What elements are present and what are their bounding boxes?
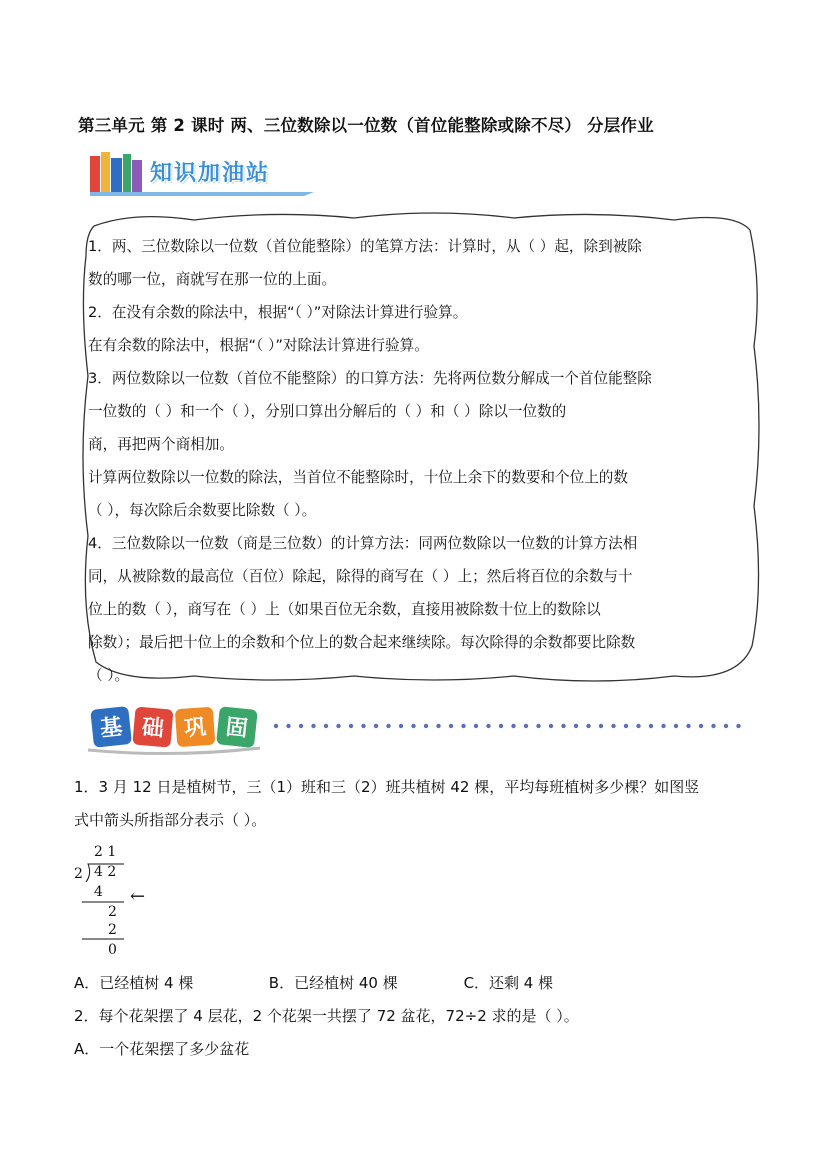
question-1-options — [74, 972, 553, 993]
knowledge-line: 商，再把两个商相加。 — [88, 436, 234, 453]
divider-dot — [486, 724, 490, 728]
divider-dot — [636, 724, 640, 728]
division-divisor: 2 — [74, 866, 83, 882]
question-2-text: 2．每个花架摆了 4 层花，2 个花架一共摆了 72 盆花，72÷2 求的是（ ）。 — [74, 1007, 579, 1025]
divider-dot — [711, 724, 715, 728]
option-c[interactable]: C．还剩 4 棵 — [463, 974, 554, 992]
divider-dot — [724, 724, 728, 728]
knowledge-line: 2．在没有余数的除法中，根据“（ ）”对除法计算进行验算。 — [88, 304, 468, 321]
divider-dot — [736, 724, 740, 728]
divider-dot — [274, 724, 278, 728]
knowledge-line: 位上的数（ ），商写在（ ）上（如果百位无余数，直接用被除数十位上的数除以 — [88, 601, 601, 618]
divider-dot — [299, 724, 303, 728]
division-remainder: 0 — [108, 942, 117, 958]
banner-char: 巩 — [183, 715, 208, 742]
knowledge-line: 数的哪一位，商就写在那一位的上面。 — [88, 271, 337, 288]
divider-dot — [599, 724, 603, 728]
divider-dot — [586, 724, 590, 728]
question-1-text: 1．3 月 12 日是植树节，三（1）班和三（2）班共植树 42 棵，平均每班植树多少棵？如图竖 — [74, 778, 700, 796]
divider-dot — [349, 724, 353, 728]
knowledge-line: （ ），每次除后余数要比除数（ ）。 — [88, 502, 317, 519]
long-division — [72, 842, 162, 962]
divider-dot — [674, 724, 678, 728]
division-step: 2 — [108, 922, 117, 938]
divider-dot — [411, 724, 415, 728]
divider-dot — [374, 724, 378, 728]
divider-dot — [461, 724, 465, 728]
option-a[interactable]: A．已经植树 4 棵 — [74, 974, 194, 992]
divider-dot — [386, 724, 390, 728]
knowledge-line: 计算两位数除以一位数的除法，当首位不能整除时，十位上余下的数要和个位上的数 — [88, 469, 628, 486]
option-b[interactable]: B．已经植树 40 棵 — [268, 974, 398, 992]
division-quotient: 2 1 — [94, 844, 117, 860]
divider-dot — [449, 724, 453, 728]
divider-dot — [499, 724, 503, 728]
divider-dot — [561, 724, 565, 728]
question-1-text-cont: 式中箭头所指部分表示（ ）。 — [74, 811, 267, 829]
divider-dot — [549, 724, 553, 728]
division-step: 2 — [108, 904, 117, 920]
divider-dot — [649, 724, 653, 728]
divider-dot — [324, 724, 328, 728]
knowledge-line: 同，从被除数的最高位（百位）除起，除得的商写在（ ）上；然后将百位的余数与十 — [88, 568, 633, 585]
divider-dot — [311, 724, 315, 728]
divider-dot — [474, 724, 478, 728]
divider-dot — [624, 724, 628, 728]
dotted-divider — [272, 722, 742, 730]
knowledge-line: （ ）。 — [88, 667, 130, 684]
divider-dot — [699, 724, 703, 728]
divider-dot — [436, 724, 440, 728]
divider-dot — [336, 724, 340, 728]
knowledge-line: 在有余数的除法中，根据“（ ）”对除法计算进行验算。 — [88, 337, 429, 354]
banner-char: 固 — [224, 715, 249, 743]
divider-dot — [536, 724, 540, 728]
knowledge-text — [88, 230, 738, 692]
divider-dot — [424, 724, 428, 728]
knowledge-line: 3．两位数除以一位数（首位不能整除）的口算方法：先将两位数分解成一个首位能整除 — [88, 370, 652, 387]
banner-char: 础 — [140, 715, 165, 742]
divider-dot — [611, 724, 615, 728]
banner-char: 基 — [99, 714, 124, 742]
divider-dot — [511, 724, 515, 728]
division-step: 4 — [94, 884, 103, 900]
divider-dot — [361, 724, 365, 728]
division-bracket — [72, 842, 162, 962]
page-title: 第三单元 第 2 课时 两、三位数除以一位数（首位能整除或除不尽） 分层作业 — [78, 116, 654, 135]
knowledge-line: 1．两、三位数除以一位数（首位能整除）的笔算方法：计算时，从（ ）起，除到被除 — [88, 238, 642, 255]
knowledge-line: 除数）；最后把十位上的余数和个位上的数合起来继续除。每次除得的余数都要比除数 — [88, 634, 636, 651]
knowledge-line: 4．三位数除以一位数（商是三位数）的计算方法：同两位数除以一位数的计算方法相 — [88, 535, 638, 552]
divider-dot — [686, 724, 690, 728]
divider-dot — [661, 724, 665, 728]
section-banner-knowledge: 知识加油站 — [150, 161, 271, 186]
divider-dot — [399, 724, 403, 728]
option-a[interactable]: A．一个花架摆了多少盆花 — [74, 1040, 250, 1058]
divider-dot — [524, 724, 528, 728]
section-banner-basics — [84, 700, 264, 756]
arrow-icon: ← — [130, 886, 146, 907]
division-dividend: 4 2 — [94, 864, 117, 880]
divider-dot — [286, 724, 290, 728]
knowledge-line: 一位数的（ ）和一个（ ），分别口算出分解后的（ ）和（ ）除以一位数的 — [88, 403, 567, 420]
divider-dot — [574, 724, 578, 728]
